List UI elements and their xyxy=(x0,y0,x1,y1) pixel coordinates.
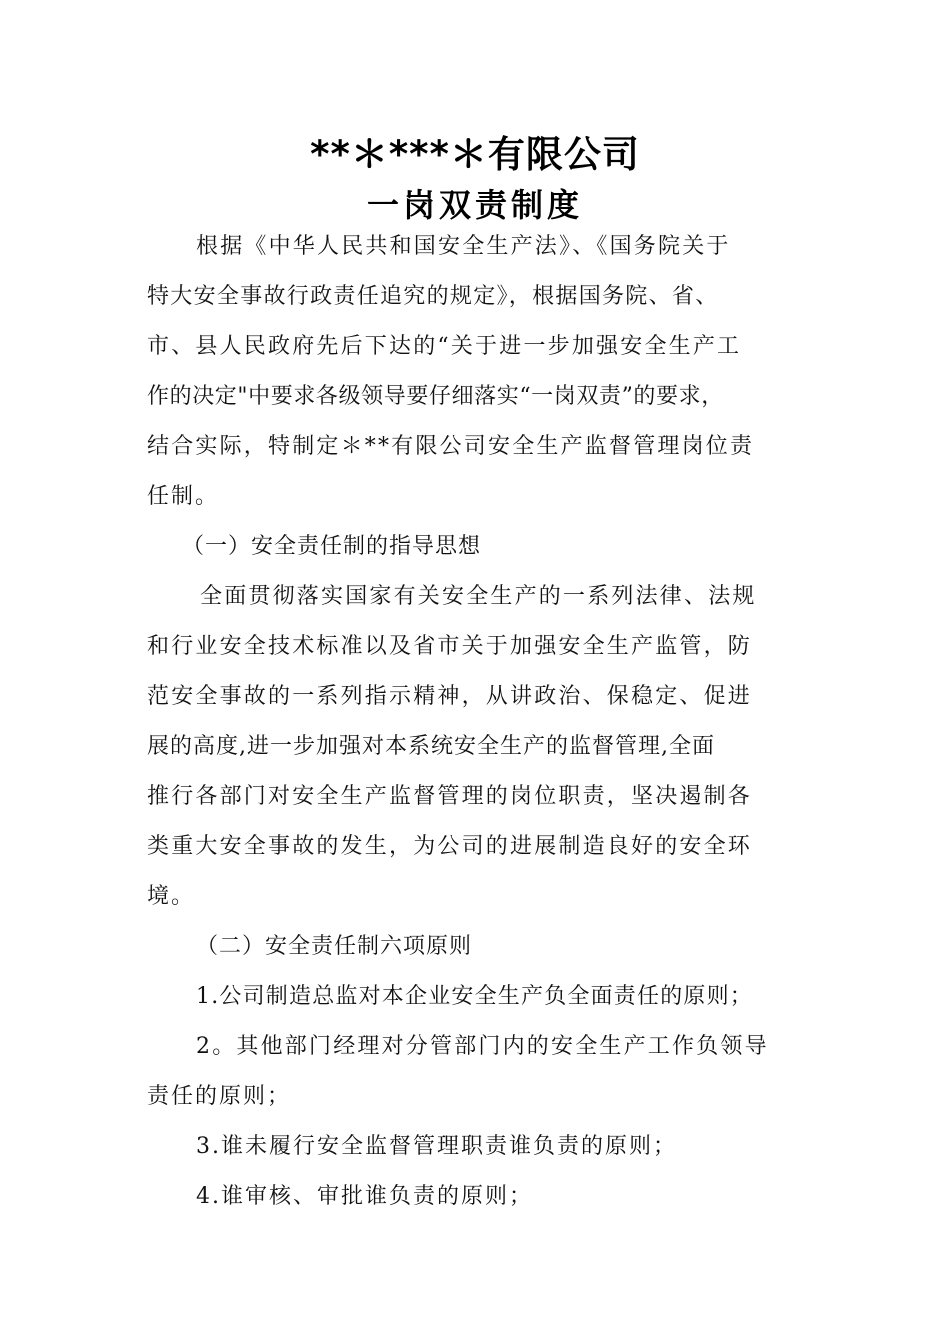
section-body-line: 推行各部门对安全生产监督管理的岗位职责，坚决遏制各 xyxy=(147,784,753,809)
intro-line: 任制。 xyxy=(147,484,220,509)
section-body-line: 全面贯彻落实国家有关安全生产的一系列法律、法规 xyxy=(200,584,757,609)
intro-line: 根据《中华人民共和国安全生产法》、《国务院关于 xyxy=(196,234,731,259)
principle-item: 1.公司制造总监对本企业安全生产负全面责任的原则； xyxy=(196,984,753,1009)
document-title: 一岗双责制度 xyxy=(366,186,583,224)
section-heading: （二）安全责任制六项原则 xyxy=(196,934,473,959)
company-title: **＊***＊有限公司 xyxy=(310,133,640,176)
intro-line: 作的决定"中要求各级领导要仔细落实“一岗双责”的要求， xyxy=(147,384,724,409)
principle-item: 4.谁审核、审批谁负责的原则； xyxy=(196,1184,533,1209)
section-body-line: 类重大安全事故的发生，为公司的进展制造良好的安全环 xyxy=(147,834,753,859)
principle-item: 3.谁未履行安全监督管理职责谁负责的原则； xyxy=(196,1134,677,1159)
intro-line: 结合实际，特制定＊**有限公司安全生产监督管理岗位责 xyxy=(147,434,755,459)
section-heading: （一）安全责任制的指导思想 xyxy=(182,534,482,559)
intro-line: 特大安全事故行政责任追究的规定》，根据国务院、省、 xyxy=(147,284,719,309)
section-body-line: 范安全事故的一系列指示精神，从讲政治、保稳定、促进 xyxy=(147,684,753,709)
section-body-line: 和行业安全技术标准以及省市关于加强安全生产监管，防 xyxy=(147,634,753,659)
principle-item: 责任的原则； xyxy=(147,1084,292,1109)
principle-item: 2。其他部门经理对分管部门内的安全生产工作负领导 xyxy=(196,1034,769,1059)
intro-line: 市、县人民政府先后下达的“关于进一步加强安全生产工 xyxy=(147,334,742,359)
section-body-line: 境。 xyxy=(147,884,196,909)
section-body-line: 展的高度,进一步加强对本系统安全生产的监督管理,全面 xyxy=(147,734,715,759)
